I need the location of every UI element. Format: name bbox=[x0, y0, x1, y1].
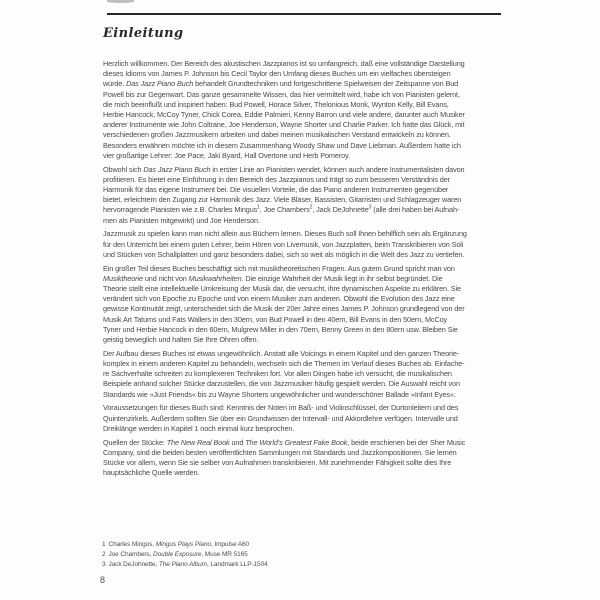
text-segment: die mich beeinflußt und inspiriert haben: Bud Powell, Horace Silver, Thelonious Monk, Wynton Kelly, Bill Evans, bbox=[103, 99, 449, 109]
text-segment: für den Unterricht bei einem guten Lehrer, beim Hören von Livemusik, von Jazzplatten, beim Transkribieren von Soli bbox=[103, 239, 464, 249]
text-segment: Quellen der Stücke: bbox=[103, 437, 167, 447]
footnote-number: 2 bbox=[102, 551, 106, 559]
text-segment: Joe Chambers, bbox=[108, 551, 153, 559]
text-segment: men als Pianisten mitgewirkt) und Joe Henderson. bbox=[103, 215, 260, 225]
text-segment: Tyner und Herbie Hancock in den 60ern, Mulgrew Miller in den 70ern, Benny Green in den 80ern usw. Bleiben Sie bbox=[103, 324, 458, 334]
text-segment: und bbox=[229, 437, 246, 447]
text-segment: Double Exposure bbox=[153, 551, 202, 559]
text-segment: Charles Mingus, bbox=[108, 541, 156, 548]
body-text bbox=[103, 59, 505, 482]
text-segment: Der Aufbau dieses Buches ist etwas ungewöhnlich. Anstatt alle Voicings in einem Kapitel und den ganzen Theorie- bbox=[103, 348, 460, 358]
text-segment: würde. bbox=[103, 79, 127, 89]
paragraph bbox=[103, 403, 505, 434]
text-segment: Musiktheorie bbox=[103, 273, 143, 283]
text-segment: Quintenzirkels. Außerdem sollten Sie über ein Grundwissen der Intervall- und Akkordlehre verfügen. Intervalle und bbox=[103, 413, 458, 423]
text-segment: dieses Idioms von James P. Johnson bis Cecil Taylor den Umfang dieses Buches um ein vielfaches übersteigen bbox=[103, 69, 451, 79]
text-segment: verändert sich von Epoche zu Epoche und von einem Musiker zum anderen. Obwohl die Evolution des Jazz eine bbox=[103, 294, 455, 304]
text-segment: geistig beweglich und halten Sie Ihre Ohren offen. bbox=[103, 335, 259, 345]
text-segment: (alle drei haben bei Aufnah- bbox=[371, 205, 460, 215]
text-segment: Company, sind die beiden besten veröffentlichten Sammlungen mit Standards und Jazzkompositionen. Sie lernen bbox=[103, 447, 457, 457]
text-segment: gewisse Kontinuität zeigt, unterscheidet sich die Musik der 20er Jahre eines James P. Johnson grundlegend von der bbox=[103, 304, 465, 314]
text-segment: in erster Linie an Pianisten wendet, können auch andere Instrumentalisten davon bbox=[210, 164, 465, 174]
footnote-number: 3 bbox=[102, 561, 106, 569]
text-segment: Besonders erwähnen möchte ich in diesem Zusammenhang Woody Shaw und Dave Liebman. Außerdem hatte ich bbox=[103, 140, 461, 150]
paragraph bbox=[103, 438, 505, 479]
text-segment: hervorragende Pianisten wie z.B. Charles Mingus bbox=[103, 205, 258, 215]
text-segment: Herbie Hancock, McCoy Tyner, Chick Corea, Eddie Palmieri, Kenny Barron und viele andere, darunter auch Musiker bbox=[103, 110, 465, 120]
text-segment: Mingus Plays Piano bbox=[155, 541, 211, 548]
paragraph bbox=[103, 264, 505, 346]
text-segment: komplex in einem anderen Kapitel zu behandeln, wechseln sich die Themen im Verlauf dieses Buches ab. Einfache- bbox=[103, 359, 465, 369]
text-segment: , Muse MR 5165 bbox=[201, 551, 248, 559]
text-segment: hauptsächliche Quelle werden. bbox=[103, 468, 200, 478]
text-segment: The World's Greatest Fake Book bbox=[245, 437, 348, 447]
text-segment: bietet, erleichtern den Zugang zur Harmonik des Jazz. Viele Bläser, Bassisten, Gitarristen und Schlagzeuger waren bbox=[103, 195, 462, 205]
text-segment: Das Jazz Piano Buch bbox=[143, 164, 211, 174]
footnote-marker: 2 bbox=[309, 205, 313, 212]
text-segment: Jack DeJohnette, bbox=[108, 561, 159, 569]
top-rule bbox=[107, 13, 501, 15]
text-segment: anderer Instrumente wie John Coltrane, Joe Henderson, Wayne Shorter und Charlie Parker. Ich hatte das Glück, mit bbox=[103, 120, 465, 130]
footnote-number: 1 bbox=[102, 541, 106, 548]
text-segment: und Stücken von Schallplatten und ganz besonders dabei, sich so weit als möglich in die Welt des Jazz zu vertiefen. bbox=[103, 249, 465, 259]
text-segment: , Jack DeJohnette bbox=[312, 205, 369, 215]
text-segment: vier großartige Lehrer: Joe Pace, Jaki Byard, Hall Overtone und Herb Pomeroy. bbox=[103, 150, 350, 160]
paragraph bbox=[103, 349, 505, 400]
text-segment: Obwohl sich bbox=[103, 164, 144, 174]
text-segment: Ein großer Teil dieses Buches beschäftigt sich mit musiktheoretischen Fragen. Aus gutem Grund spricht man von bbox=[103, 263, 455, 273]
text-segment: re Sachverhalte schreiten zu komplexeren Techniken fort. Vor allen Dingen habe ich versucht, die musikalischen bbox=[103, 369, 452, 379]
text-segment: Stücke vor allem, wenn Sie sie selber von Aufnahmen transkribieren. Mit zunehmender Fähigkeit sollte dies Ihre bbox=[103, 458, 452, 468]
text-segment: The New Real Book bbox=[166, 437, 230, 447]
text-segment: The Piano Album bbox=[158, 561, 207, 569]
text-segment: Powell bis zur Gegenwart. Das ganze gesammelte Wissen, das hier vermittelt wird, habe ich von Pianisten gelernt, bbox=[103, 89, 460, 99]
text-segment: verschiedenen großen Jazzmusikern arbeiten und dabei meinen musikalischen Verstand entwickeln zu können. bbox=[103, 130, 451, 140]
footnote bbox=[102, 560, 268, 570]
text-segment: behandelt Grundtechniken und fortgeschrittene Spielweisen der Zeitspanne von Bud bbox=[193, 79, 459, 89]
footnote bbox=[102, 550, 268, 560]
footnotes bbox=[102, 540, 268, 570]
page-number: 8 bbox=[100, 575, 106, 585]
paragraph bbox=[103, 165, 505, 226]
text-segment: Theorie stellt eine intellektuelle Umkreisung der Musik dar, die versucht, ihre dynamischen Aspekte zu erklären. Sie bbox=[103, 284, 461, 294]
text-segment: Das Jazz Piano Buch bbox=[126, 79, 194, 89]
text-segment: Musikwahrheiten bbox=[188, 273, 242, 283]
text-segment: Standards wie »Just Friends« bis zu Wayne Shorters ungewöhnlicher und wunderschöner Ballade »Infant Eyes«. bbox=[103, 389, 456, 399]
paragraph bbox=[103, 59, 505, 161]
text-segment: , beide erschienen bei der Sher Music bbox=[347, 437, 466, 447]
text-segment: . Die einzige Wahrheit der Musik liegt in ihr selbst begründet. Die bbox=[241, 273, 443, 283]
text-segment: Harmonik für das eigene Instrument bei. Die visuellen Vorteile, die das Piano anderen Instrumenten gegenüber bbox=[103, 185, 449, 195]
scan-artifact bbox=[107, 0, 134, 3]
text-segment: , Impulse A60 bbox=[210, 541, 250, 548]
text-segment: und nicht von bbox=[142, 273, 189, 283]
text-segment: , Joe Chambers bbox=[259, 205, 310, 215]
text-segment: Jazzmusik zu spielen kann man nicht allein aus Büchern lernen. Dieses Buch soll Ihnen behilflich sein als Ergänzung bbox=[103, 229, 467, 239]
text-segment: Voraussetzungen für dieses Buch sind: Kenntnis der Noten im Baß- und Violinschlüssel, der Durtonleitern und des bbox=[103, 403, 459, 413]
page-title: Einleitung bbox=[103, 26, 184, 41]
text-segment: Musik Art Tatums und Fats Wallers in den 30ern, von Bud Powell in den 40ern, Bill Evans in den 50ern, McCoy bbox=[103, 314, 448, 324]
text-segment: , Landmark LLP-1504 bbox=[206, 561, 268, 569]
paragraph bbox=[103, 229, 505, 260]
footnote-marker: 3 bbox=[368, 205, 372, 212]
footnote bbox=[102, 540, 268, 550]
text-segment: Dreiklänge werden in Kapitel 1 noch einmal kurz besprochen. bbox=[103, 423, 295, 433]
text-segment: profitieren. Es bietet eine Einführung in den Bereich des Jazzpianos und trägt so zum besseren Verständnis der bbox=[103, 174, 450, 184]
footnote-marker: 1 bbox=[257, 205, 260, 212]
text-segment: Herzlich willkommen. Der Bereich des akustischen Jazzpianos ist so umfangreich, daß eine vollständige Darstellung bbox=[103, 59, 465, 68]
text-segment: Beispiele anhand solcher Stücke darzustellen, die von Jazzmusiker häufig gespielt werden. Die Auswahl reicht von bbox=[103, 379, 460, 389]
